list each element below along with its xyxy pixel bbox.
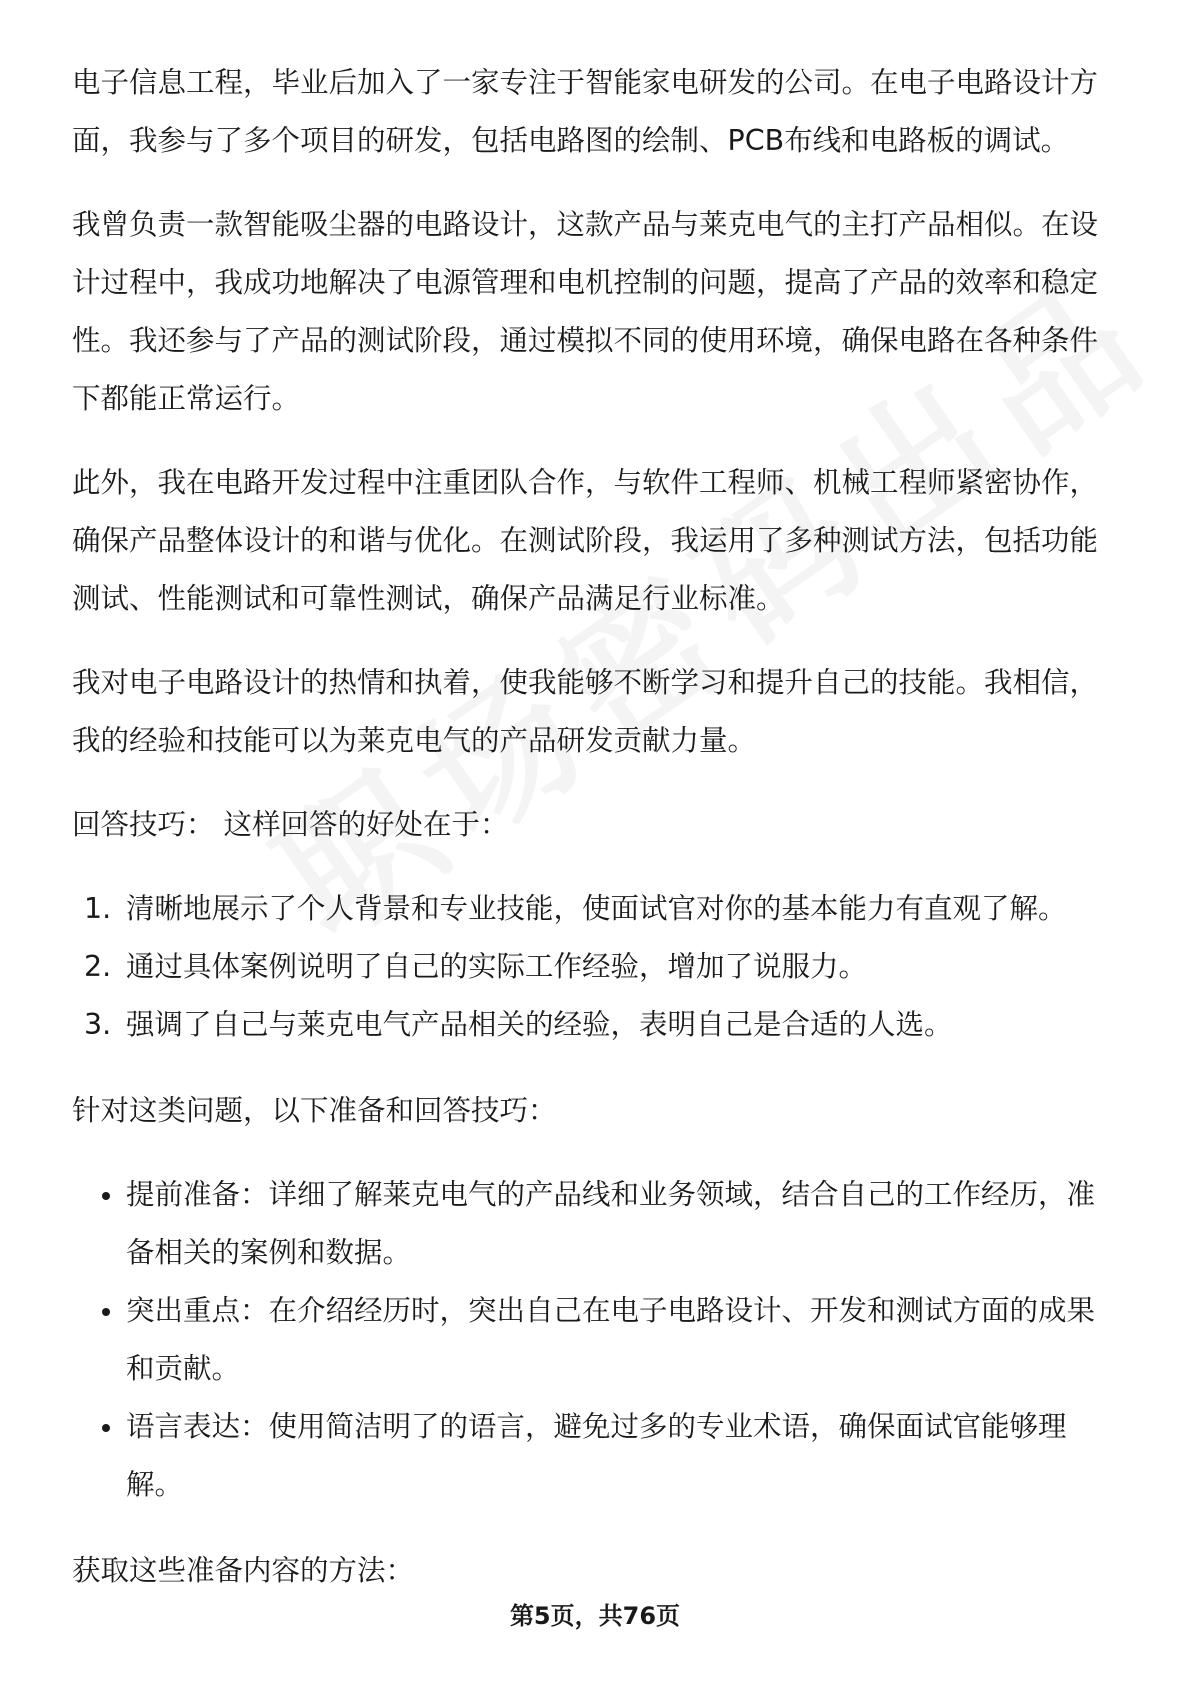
list-item bbox=[72, 996, 1122, 1054]
list-item bbox=[72, 938, 1122, 996]
paragraph-4: 我对电子电路设计的热情和执着，使我能够不断学习和提升自己的技能。我相信，我的经验和技能可以为莱克电气的产品研发贡献力量。 bbox=[72, 666, 1099, 757]
tips-heading: 回答技巧： 这样回答的好处在于： bbox=[72, 808, 509, 841]
list-item-text: 清晰地展示了个人背景和专业技能，使面试官对你的基本能力有直观了解。 bbox=[126, 892, 1067, 925]
page-number: 第5页，共76页 bbox=[509, 1602, 681, 1630]
bullet-text: 突出重点：在介绍经历时，突出自己在电子电路设计、开发和测试方面的成果和贡献。 bbox=[126, 1294, 1096, 1385]
document-body bbox=[72, 54, 1122, 1626]
list-number: 1. bbox=[84, 892, 112, 925]
paragraph-3: 此外，我在电路开发过程中注重团队合作，与软件工程师、机械工程师紧密协作，确保产品整体设计的和谐与优化。在测试阶段，我运用了多种测试方法，包括功能测试、性能测试和可靠性测试，确保产品满足行业标准。 bbox=[72, 466, 1099, 615]
bullet-dot-icon bbox=[102, 1192, 110, 1200]
bullet-text: 提前准备：详细了解莱克电气的产品线和业务领域，结合自己的工作经历，准备相关的案例和数据。 bbox=[126, 1178, 1096, 1269]
bullet-dot-icon bbox=[102, 1308, 110, 1316]
list-item-text: 强调了自己与莱克电气产品相关的经验，表明自己是合适的人选。 bbox=[126, 1008, 953, 1041]
list-item-text: 通过具体案例说明了自己的实际工作经验，增加了说服力。 bbox=[126, 950, 868, 983]
bullet-item bbox=[72, 1166, 1122, 1282]
bullet-text: 语言表达：使用简洁明了的语言，避免过多的专业术语，确保面试官能够理解。 bbox=[126, 1410, 1067, 1501]
bullet-dot-icon bbox=[102, 1424, 110, 1432]
bullet-item bbox=[72, 1282, 1122, 1398]
bullet-item bbox=[72, 1398, 1122, 1514]
list-item bbox=[72, 880, 1122, 938]
list-number: 2. bbox=[84, 950, 112, 983]
method-heading: 获取这些准备内容的方法： bbox=[72, 1554, 415, 1587]
list-number: 3. bbox=[84, 1008, 112, 1041]
prep-heading: 针对这类问题，以下准备和回答技巧： bbox=[72, 1094, 557, 1127]
numbered-list bbox=[72, 880, 1122, 1054]
bullet-list bbox=[72, 1166, 1122, 1514]
paragraph-2: 我曾负责一款智能吸尘器的电路设计，这款产品与莱克电气的主打产品相似。在设计过程中，我成功地解决了电源管理和电机控制的问题，提高了产品的效率和稳定性。我还参与了产品的测试阶段，通过模拟不同的使用环境，确保电路在各种条件下都能正常运行。 bbox=[72, 208, 1099, 415]
paragraph-1: 电子信息工程，毕业后加入了一家专注于智能家电研发的公司。在电子电路设计方面，我参与了多个项目的研发，包括电路图的绘制、PCB布线和电路板的调试。 bbox=[72, 66, 1099, 157]
